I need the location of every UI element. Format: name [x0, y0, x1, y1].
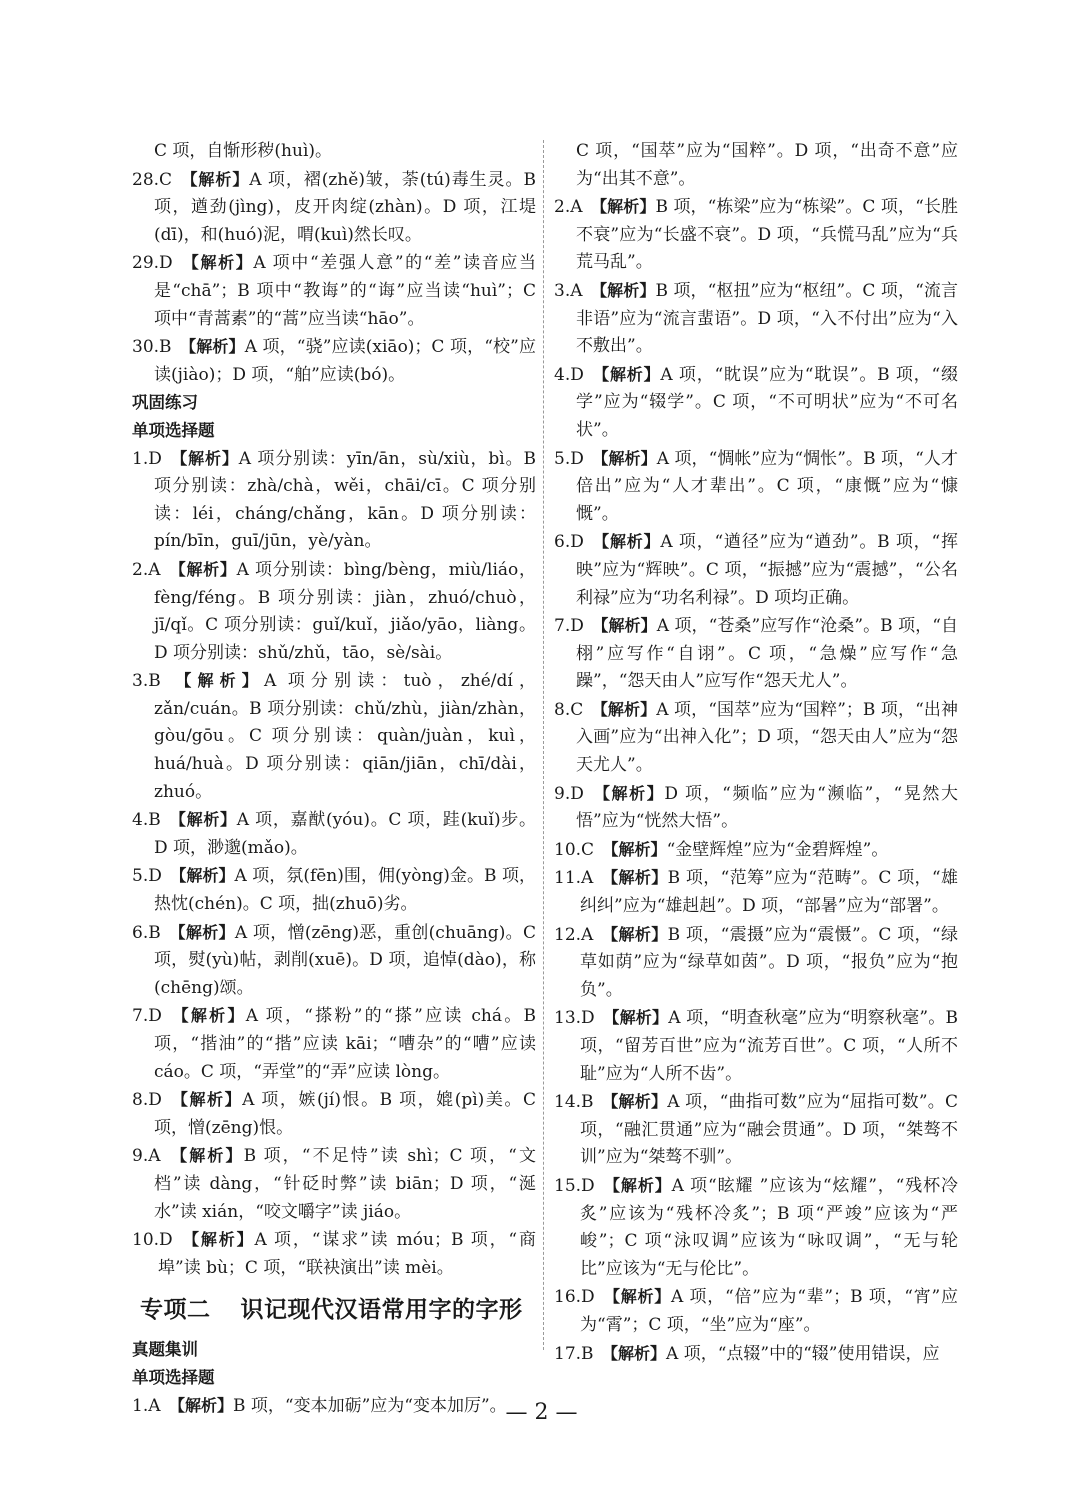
answer-text: B 项，“栋梁”应为“栋梁”。C 项，“长胜不衰”应为“长盛不衰”。D 项，“兵慌马乱”应为“兵荒马乱”。	[576, 197, 958, 273]
answer-number: 5.D	[554, 448, 584, 469]
analysis-tag: 【解析】	[603, 1175, 672, 1195]
analysis-tag: 【解析】	[603, 1008, 669, 1028]
answer-text: “金壁辉煌”应为“金碧辉煌”。	[666, 839, 889, 860]
answer-item	[554, 361, 958, 445]
analysis-tag: 【解析】	[603, 1287, 672, 1307]
answer-item	[132, 166, 536, 250]
answer-item	[132, 919, 536, 1003]
analysis-tag: 【解析】	[169, 1146, 244, 1166]
analysis-tag: 【解析】	[170, 1090, 243, 1110]
answer-number: 1.D	[132, 448, 162, 469]
analysis-tag: 【解析】	[169, 1395, 234, 1415]
answer-item	[132, 1086, 536, 1142]
answer-item	[132, 667, 536, 806]
answer-number: 13.D	[554, 1008, 595, 1029]
answer-text: A 项中“差强人意”的“差”读音应当是“chā”；B 项中“教诲”的“诲”应当读“huì”；C 项中“青蒿素”的“蒿”应当读“hāo”。	[154, 253, 536, 329]
analysis-tag: 【解析】	[170, 866, 235, 886]
answer-text: D 项，“频临”应为“濒临”，“晃然大悟”应为“恍然大悟”。	[576, 783, 958, 832]
answer-item	[132, 806, 536, 862]
analysis-tag: 【解析】	[170, 448, 239, 468]
answer-number: 8.D	[132, 1090, 162, 1111]
answer-number: 5.D	[132, 866, 162, 887]
answer-item	[132, 862, 536, 918]
analysis-tag: 【解析】	[601, 924, 668, 944]
answer-number: 10.C	[554, 839, 595, 860]
answer-number: 4.D	[554, 364, 584, 385]
analysis-tag: 【解析】	[180, 169, 250, 189]
answer-number: 2.A	[554, 197, 583, 218]
analysis-tag: 【解析】	[181, 253, 254, 273]
answer-text: A 项，“搽粉”的“搽”应读 chá。B 项，“揩油”的“揩”应读 kāi；“嘈杂”的“嘈”应读 cáo。C 项，“弄堂”的“弄”应读 lòng。	[154, 1006, 536, 1082]
answer-number: 3.A	[554, 280, 583, 301]
answer-item	[554, 193, 958, 277]
answer-item	[554, 696, 958, 780]
answer-item	[554, 1088, 958, 1172]
answer-number: 16.D	[554, 1287, 595, 1308]
answer-item	[132, 445, 536, 556]
answer-text: A 项，“国萃”应为“国粹”；B 项，“出神入画”应为“出神入化”；D 项，“怨天由人”应为“怨天尤人”。	[576, 699, 958, 776]
answer-number: 6.D	[554, 532, 584, 553]
answer-number: 3.B	[132, 671, 161, 692]
analysis-tag: 【解析】	[591, 280, 656, 300]
answer-text: A 项，“曲指可数”应为“屈指可数”。C 项，“融汇贯通”应为“融会贯通”。D 项，“桀骜不训”应为“桀骜不驯”。	[580, 1092, 958, 1168]
answer-number: 15.D	[554, 1175, 595, 1196]
answer-item	[132, 1002, 536, 1086]
analysis-tag: 【解析】	[592, 364, 661, 384]
analysis-tag: 【解析】	[601, 868, 668, 888]
answer-number: 17.B	[554, 1343, 594, 1364]
answer-text: A 项，“遒径”应为“遒劲”。B 项，“挥映”应为“辉映”。C 项，“振撼”应为“震撼”，“公名利禄”应为“功名利禄”。D 项均正确。	[576, 532, 958, 608]
answer-item	[554, 864, 958, 920]
answer-item	[132, 249, 536, 333]
answer-item	[132, 1142, 536, 1226]
answer-text: A 项分别读：bìng/bèng，miù/liáo，fèng/féng。B 项分别读：jiàn，zhuó/chuò，jī/qǐ。C 项分别读：guǐ/kuǐ，jiǎo/yāo，liàng。D 项分别读：shǔ/zhǔ，tāo，sè/sài。	[154, 559, 536, 663]
answer-number: 28.C	[132, 169, 173, 190]
answer-text: C 项，自惭形秽(huì)。	[154, 141, 333, 161]
column-divider	[543, 140, 544, 1350]
answer-text: A 项，“眈误”应为“耽误”。B 项，“缀学”应为“辍学”。C 项，“不可明状”应为“不可名状”。	[576, 364, 958, 440]
answer-item	[554, 780, 958, 836]
answer-text: A 项，“点辍”中的“辍”使用错误，应	[666, 1343, 940, 1364]
analysis-tag: 【解析】	[592, 532, 661, 552]
left-column	[132, 138, 536, 1420]
answer-text: B 项，“震摄”应为“震慑”。C 项，“绿草如荫”应为“绿草如茵”。D 项，“报负”应为“抱负”。	[580, 924, 958, 1000]
answer-text: A 项，“谋求”读 móu；B 项，“商埠”读 bù；C 项，“联袂演出”读 mèi。	[158, 1230, 536, 1278]
analysis-tag: 【解析】	[591, 699, 657, 719]
analysis-tag: 【解析】	[170, 1006, 246, 1026]
answer-item	[132, 556, 536, 667]
answer-number: 1.A	[132, 1395, 161, 1416]
answer-text: A 项，“苍桑”应写作“沧桑”。B 项，“自栩”应写作“自诩”。C 项，“急燥”应写作“急躁”，“怨天由人”应写作“怨天尤人”。	[576, 616, 958, 692]
answer-item	[554, 612, 958, 696]
answer-number: 7.D	[554, 616, 584, 637]
answer-number: 14.B	[554, 1092, 594, 1113]
analysis-tag: 【解析】	[180, 337, 245, 357]
answer-number: 12.A	[554, 924, 594, 945]
answer-number: 7.D	[132, 1006, 162, 1027]
answer-number: 4.B	[132, 810, 161, 831]
left-answer-list	[132, 138, 536, 1282]
answer-text: A 项，氛(fēn)围，佣(yòng)金。B 项，热忱(chén)。C 项，拙(zhuō)劣。	[154, 866, 536, 915]
answer-number: 30.B	[132, 337, 172, 358]
analysis-tag: 【解析】	[169, 810, 237, 830]
answer-item	[132, 1226, 536, 1282]
answer-item	[554, 1283, 958, 1339]
answer-number: 6.B	[132, 922, 161, 943]
analysis-tag: 【解析】	[602, 1092, 668, 1112]
chapter-title: 识记现代汉语常用字的字形	[240, 1297, 523, 1324]
analysis-tag: 【解析】	[169, 671, 264, 691]
answer-text: A 项，褶(zhě)皱，荼(tú)毒生灵。B 项，遒劲(jìng)，皮开肉绽(zhàn)。D 项，江堤(dī)，和(huó)泥，喟(kuì)然长叹。	[154, 169, 536, 245]
analysis-tag: 【解析】	[169, 922, 235, 942]
analysis-tag: 【解析】	[592, 616, 657, 636]
answer-text: B 项，“变本加砺”应为“变本加厉”。	[233, 1395, 507, 1416]
answer-number: 2.A	[132, 559, 161, 580]
analysis-tag: 【解析】	[181, 1230, 255, 1250]
answer-item	[554, 1172, 958, 1283]
answer-text: C 项，“国萃”应为“国粹”。D 项，“出奇不意”应为“出其不意”。	[576, 141, 958, 189]
answer-text: A 项，嘉猷(yóu)。C 项，跬(kuǐ)步。D 项，渺邈(mǎo)。	[154, 810, 536, 858]
analysis-tag: 【解析】	[592, 783, 665, 803]
answer-text: B 项，“不足恃”读 shì；C 项，“文档”读 dàng，“针砭时弊”读 biān；D 项，“涎水”读 xián，“咬文嚼字”读 jiáo。	[154, 1146, 536, 1222]
answer-text: A 项分别读：yīn/ān，sù/xiù，bì。B 项分别读：zhà/chà，wěi，chāi/cī。C 项分别读：léi，cháng/chǎng，kān。D 项分别读：pín/bīn，guī/jūn，yè/yàn。	[154, 448, 536, 552]
answer-text: A 项分别读：tuò，zhé/dí，zǎn/cuán。B 项分别读：chǔ/zhù，jiàn/zhàn，gòu/gōu。C 项分别读：quàn/juàn，kuì，huá/huà。D 项分别读：qiān/jiān，chī/dài，zhuó。	[154, 671, 536, 802]
analysis-tag: 【解析】	[592, 448, 657, 468]
chapter-heading	[140, 1290, 536, 1330]
answer-text: A 项，“惆帐”应为“惆怅”。B 项，“人才倍出”应为“人才辈出”。C 项，“康慨”应为“慷慨”。	[576, 448, 958, 524]
answer-text: A 项，“倍”应为“辈”；B 项，“宵”应为“霄”；C 项，“坐”应为“座”。	[580, 1287, 958, 1335]
answer-text: A 项，“明查秋毫”应为“明察秋毫”。B 项，“留芳百世”应为“流芳百世”。C 项，“人所不耻”应为“人所不齿”。	[580, 1008, 958, 1084]
answer-continuation	[554, 138, 958, 193]
answer-item	[554, 528, 958, 612]
analysis-tag: 【解析】	[169, 559, 237, 579]
answer-item	[554, 1340, 958, 1369]
answer-number: 9.D	[554, 783, 584, 804]
answer-item	[554, 277, 958, 361]
analysis-tag: 【解析】	[602, 839, 667, 859]
answer-text: B 项，“范筹”应为“范畴”。C 项，“雄纠纠”应为“雄赳赳”。D 项，“部暑”应为“部署”。	[580, 868, 958, 917]
right-column	[554, 138, 958, 1368]
answer-number: 10.D	[132, 1230, 173, 1251]
answer-continuation	[132, 138, 536, 166]
section-heading: 真题集训	[132, 1340, 198, 1360]
answer-text: A 项，“骁”应读(xiāo)；C 项，“校”应读(jiào)；D 项，“舶”应读(bó)。	[154, 337, 536, 385]
answer-text: A 项“眩耀 ”应该为“炫耀”，“残杯冷炙”应该为“残杯冷炙”；B 项“严竣”应该为“严峻”；C 项“泳叹调”应该为“咏叹调”，“无与轮比”应该为“无与伦比”。	[580, 1175, 958, 1279]
page-number: — 2 —	[505, 1400, 578, 1425]
right-answer-list	[554, 138, 958, 1368]
answer-number: 9.A	[132, 1146, 161, 1167]
section-heading: 巩固练习	[132, 393, 198, 413]
answer-item	[132, 333, 536, 389]
answer-item	[554, 836, 958, 865]
answer-number: 8.C	[554, 699, 584, 720]
answer-number: 29.D	[132, 253, 173, 274]
chapter-label: 专项二	[140, 1297, 211, 1324]
answer-item	[554, 921, 958, 1005]
analysis-tag: 【解析】	[602, 1343, 667, 1363]
answer-number: 11.A	[554, 868, 594, 889]
answer-text: A 项，嫉(jí)恨。B 项，媲(pì)美。C 项，憎(zēng)恨。	[154, 1090, 536, 1138]
answer-text: B 项，“枢扭”应为“枢纽”。C 项，“流言非语”应为“流言蜚语”。D 项，“入不付出”应为“入不敷出”。	[576, 280, 958, 357]
analysis-tag: 【解析】	[591, 197, 656, 217]
section-heading: 单项选择题	[132, 1367, 215, 1387]
answer-text: A 项，憎(zēng)恶，重创(chuāng)。C 项，熨(yù)帖，剥削(xuē)。D 项，追悼(dào)，称(chēng)颂。	[154, 922, 536, 998]
answer-item	[554, 445, 958, 529]
answer-item	[554, 1004, 958, 1088]
section-heading: 单项选择题	[132, 420, 215, 440]
